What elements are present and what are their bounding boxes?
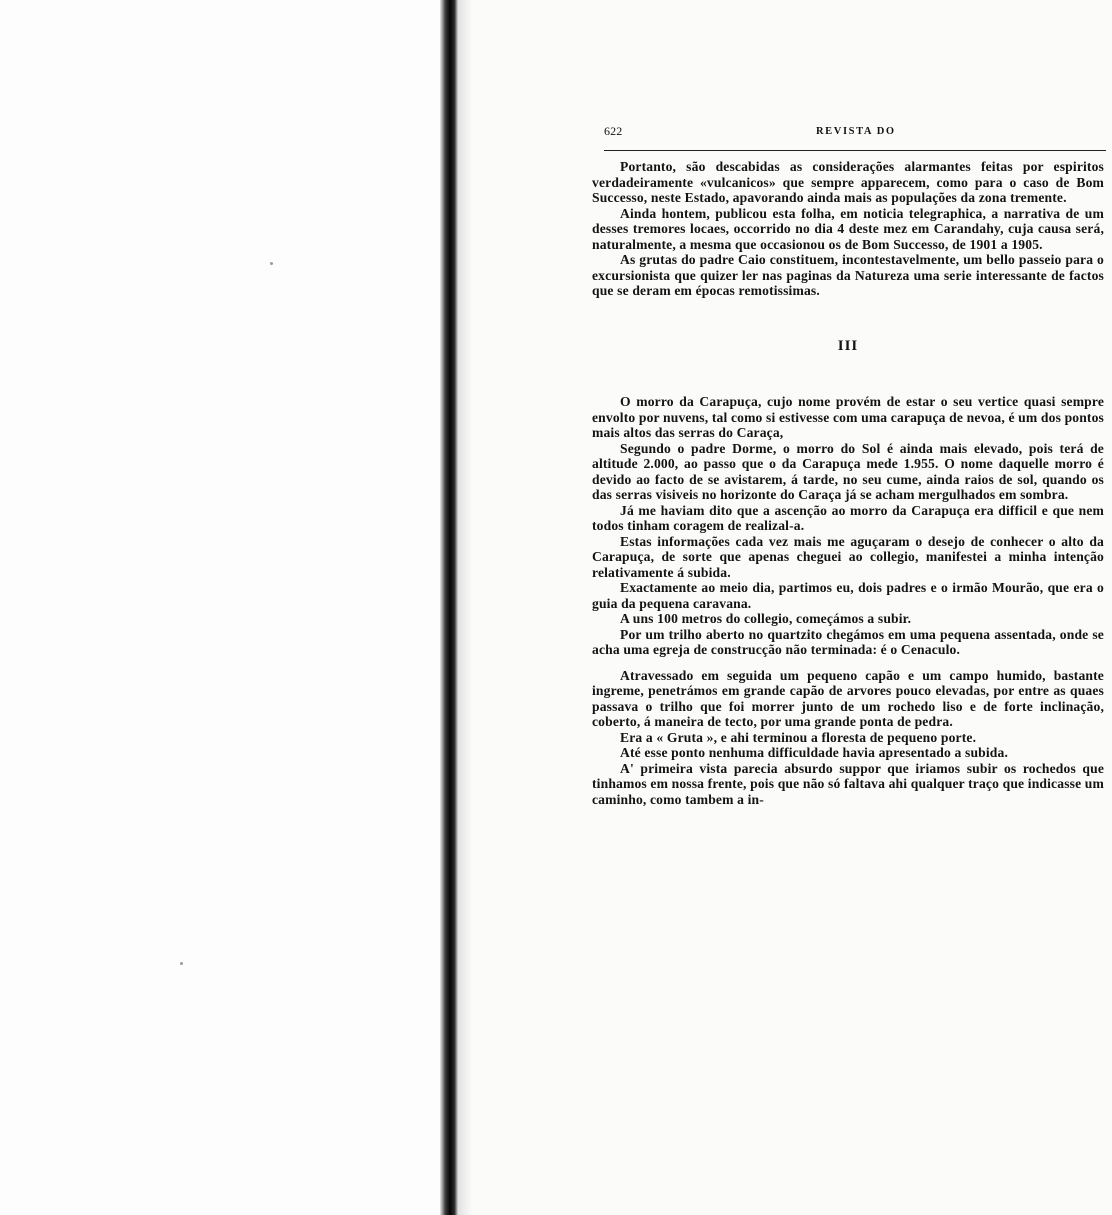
paragraph: Segundo o padre Dorme, o morro do Sol é ainda mais elevado, pois terá de altitude 2.000, ao passo que o da Carapuça mede 1.955. O nome daquelle morro é devido ao facto de se avistarem, á tarde, no seu cume, ainda raios de sol, quando os das serras visiveis no horizonte do Caraça já se acham mergulhados em sombra. [592,440,1104,502]
header-rule [604,150,1106,151]
paragraph: Atravessado em seguida um pequeno capão e um campo humido, bastante ingreme, penetrámos em grande capão de arvores pouco elevadas, por entre as quaes passava o trilho que foi morrer junto de um rochedo liso e de forte inclinação, coberto, á maneira de tecto, por uma grande ponta de pedra. [592,667,1104,729]
paragraph: Portanto, são descabidas as considerações alarmantes feitas por espiritos verdadeiramente «vulcanicos» que sempre apparecem, como para o caso de Bom Successo, neste Estado, apavorando ainda mais as populações da zona tremente. [592,159,1104,205]
blank-left-page [0,0,446,1215]
paragraph: As grutas do padre Caio constituem, incontestavelmente, um bello passeio para o excursionista que quizer ler nas paginas da Natureza uma serie interessante de factos que se deram em épocas remotissimas. [592,252,1104,298]
paragraph: Exactamente ao meio dia, partimos eu, dois padres e o irmão Mourão, que era o guia da pequena caravana. [592,580,1104,611]
paragraph: Já me haviam dito que a ascenção ao morro da Carapuça era difficil e que nem todos tinham coragem de realizal-a. [592,502,1104,533]
paragraph: Até esse ponto nenhuma difficuldade havia apresentado a subida. [620,745,1008,760]
dust-speck [180,962,183,965]
section-body-text [592,394,1104,807]
running-title: REVISTA DO [816,126,896,137]
paragraph: Por um trilho aberto no quartzito chegámos em uma pequena assentada, onde se acha uma egreja de construcção não terminada: é o Cenaculo. [592,626,1104,657]
section-end-text [592,159,1104,299]
paragraph: Ainda hontem, publicou esta folha, em noticia telegraphica, a narrativa de um desses tremores locaes, occorrido no dia 4 deste mez em Carandahy, cuja causa será, naturalmente, a mesma que occasionou os de Bom Successo, de 1901 a 1905. [592,205,1104,252]
running-head [592,124,1104,142]
gutter-shadow [458,0,472,1215]
paragraph: Era a « Gruta », e ahi terminou a floresta de pequeno porte. [620,729,977,745]
book-spine-gutter [440,0,458,1215]
page-number: 622 [604,124,623,138]
paragraph: A' primeira vista parecia absurdo suppor que iriamos subir os rochedos que tinhamos em nossa frente, pois que não só faltava ahi qualquer traço que indicasse um caminho, como tambem a in- [592,760,1104,807]
paragraph: A uns 100 metros do collegio, começámos a subir. [620,611,912,626]
text-page [592,124,1104,807]
paragraph: O morro da Carapuça, cujo nome provém de estar o seu vertice quasi sempre envolto por nuvens, tal como si estivesse com uma carapuça de nevoa, é um dos pontos mais altos das serras do Caraça, [592,394,1104,440]
dust-speck [270,262,273,265]
section-heading: III [837,337,859,354]
paragraph: Estas informações cada vez mais me aguçaram o desejo de conhecer o alto da Carapuça, de sorte que apenas cheguei ao collegio, manifestei a minha intenção relativamente á subida. [592,533,1104,580]
